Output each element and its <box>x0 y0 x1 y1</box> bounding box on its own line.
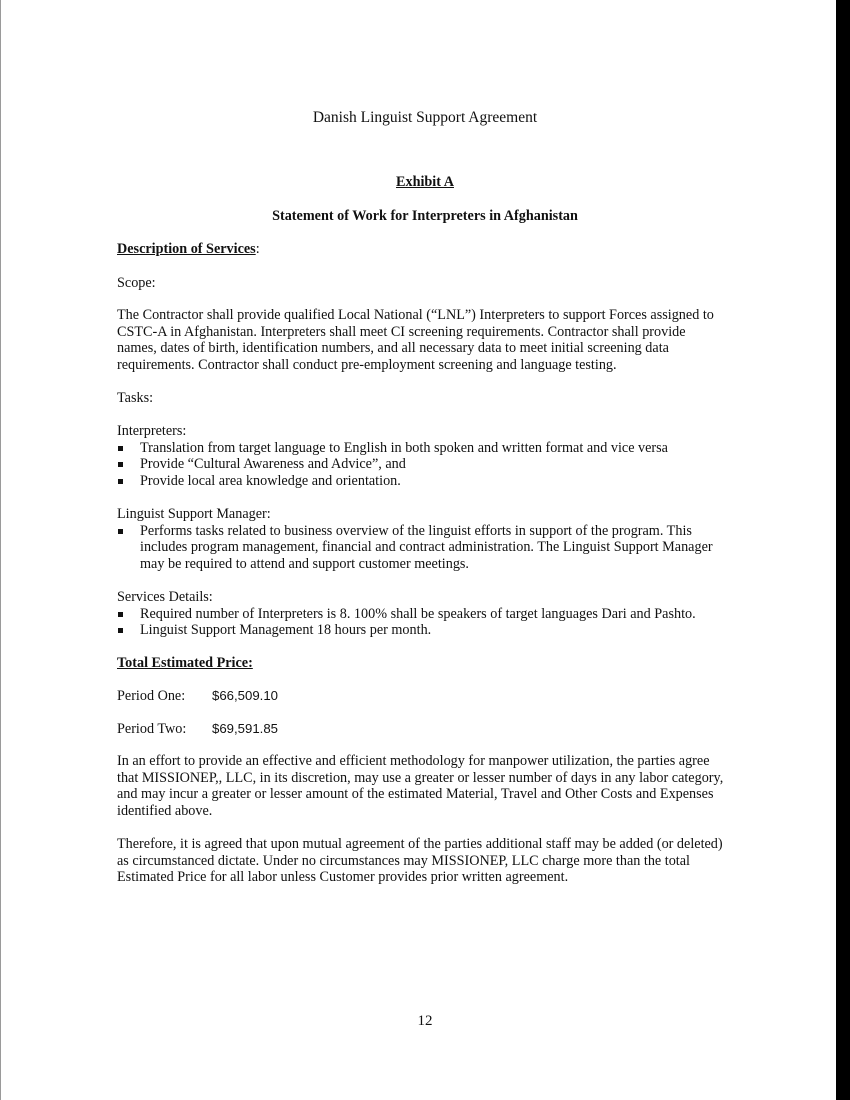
page-number: 12 <box>417 1013 433 1029</box>
list-item-text: Performs tasks related to business overview of the linguist efforts in support of the program. This includes program management, financial and contract administration. The Linguist Support Manager may be required to attend and support customer meetings. <box>140 522 713 572</box>
interpreters-label: Interpreters: <box>117 423 187 439</box>
period-two-label: Period Two: <box>117 721 187 737</box>
methodology-paragraph: In an effort to provide an effective and efficient methodology for manpower utilization, the parties agree that MISSIONEP,, LLC, in its discretion, may use a greater or lesser number of days in any labor category, and may incur a greater or lesser amount of the estimated Material, Travel and Other Costs and Expenses identified above. <box>117 753 724 819</box>
list-item <box>117 456 727 473</box>
description-colon: : <box>255 241 260 257</box>
exhibit-label: Exhibit A <box>396 174 454 190</box>
therefore-paragraph: Therefore, it is agreed that upon mutual agreement of the parties additional staff may be added (or deleted) as circumstanced dictate. Under no circumstances may MISSIONEP, LLC charge more than the total Estimated Price for all labor unless Customer provides prior written agreement. <box>117 836 723 885</box>
period-one-value: $66,509.10 <box>212 688 279 703</box>
list-item-text: Provide “Cultural Awareness and Advice”, and <box>140 456 406 472</box>
scope-paragraph: The Contractor shall provide qualified Local National (“LNL”) Interpreters to support Forces assigned to CSTC-A in Afghanistan. Interpreters shall meet CI screening requirements. Contractor shall provide names, dates of birth, identification numbers, and all necessary data to meet initial screening data requirements. Contractor shall conduct pre-employment screening and language testing. <box>117 307 714 373</box>
bullet-icon <box>118 529 123 534</box>
tasks-label: Tasks: <box>117 390 154 406</box>
interpreter-task-list <box>117 440 727 490</box>
description-heading-line <box>117 241 727 258</box>
agreement-title: Danish Linguist Support Agreement <box>312 109 538 126</box>
list-item <box>117 473 727 490</box>
list-item <box>117 622 727 639</box>
list-item-text: Provide local area knowledge and orientation. <box>140 472 401 489</box>
bullet-icon <box>118 479 123 484</box>
manager-section <box>117 506 727 572</box>
period-one-label: Period One: <box>117 688 186 704</box>
bullet-icon <box>118 612 123 617</box>
period-one-row <box>117 688 727 705</box>
scan-right-edge <box>836 0 850 1100</box>
description-heading: Description of Services <box>117 241 256 257</box>
services-label: Services Details: <box>117 589 213 605</box>
sow-title: Statement of Work for Interpreters in Afghanistan <box>272 208 578 224</box>
list-item <box>117 440 727 457</box>
interpreters-section <box>117 423 727 489</box>
scan-left-edge <box>0 0 1 1100</box>
services-list <box>117 606 727 639</box>
list-item-text: Required number of Interpreters is 8. 100% shall be speakers of target languages Dari and Pashto. <box>140 605 696 622</box>
bullet-icon <box>118 446 123 451</box>
manager-task-list <box>117 523 727 573</box>
list-item <box>117 606 727 623</box>
list-item-text: Linguist Support Management 18 hours per month. <box>140 622 432 638</box>
manager-label: Linguist Support Manager: <box>117 506 271 522</box>
period-two-row <box>117 721 727 738</box>
list-item-text: Translation from target language to English in both spoken and written format and vice versa <box>140 439 668 456</box>
list-item <box>117 523 727 573</box>
scope-label: Scope: <box>117 275 156 291</box>
bullet-icon <box>118 628 123 633</box>
period-two-value: $69,591.85 <box>212 721 279 736</box>
bullet-icon <box>118 462 123 467</box>
price-heading: Total Estimated Price: <box>117 655 253 671</box>
services-section <box>117 589 727 639</box>
